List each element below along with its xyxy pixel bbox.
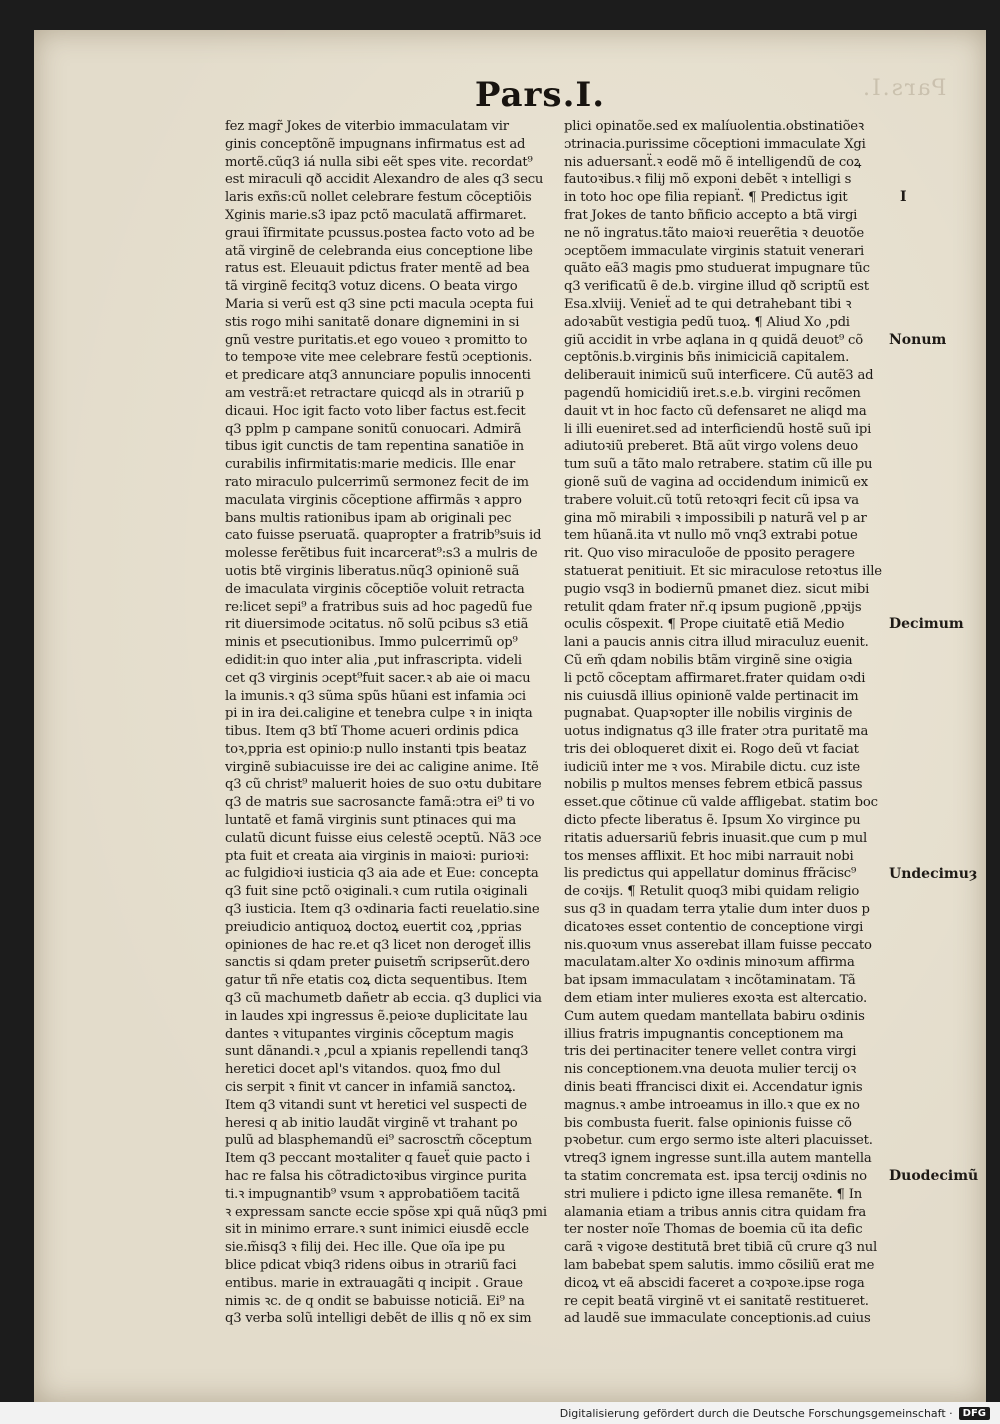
text-line: in laudes xpi ingressus ẽ.peioꝛe duplicitate lau <box>225 1008 528 1024</box>
text-line: magnus.ꝛ ambe introeamus in illo.ꝛ que ex no <box>564 1097 860 1113</box>
text-line: nis.quoꝛum vnus asserebat illam fuisse peccato <box>564 937 872 953</box>
text-line: q3 fuit sine pctõ oꝛiginali.ꝛ cum rutila oꝛiginali <box>225 884 528 900</box>
text-line: mortẽ.cũq3 iá nulla sibi eẽt spes vite. recordat⁹ <box>225 154 533 170</box>
text-line: giũ accidit in vrbe aqlana in q quidã deuot⁹ cõ <box>564 332 863 348</box>
text-line: dicaui. Hoc igit facto voto liber factus est.fecit <box>225 403 526 419</box>
text-line: minis et psecutionibus. Immo pulcerrimũ op⁹ <box>225 635 518 651</box>
text-line: ta statim concremata est. ipsa tercij oꝛdinis no <box>564 1169 867 1185</box>
marginal-note: Nonum <box>889 331 947 348</box>
text-line: heretici docet apl's vitandos. quoꝝ fmo dul <box>225 1062 501 1078</box>
text-line: stis rogo mihi sanitatẽ donare dignemini in si <box>225 314 520 330</box>
text-line: Esa.xlviij. Venieẗ ad te qui detrahebant tibi ꝛ <box>564 296 852 312</box>
text-line: tã virginẽ fecitq3 votuz dicens. O beata virgo <box>225 279 518 295</box>
text-line: q3 cũ machumetb dañetr ab eccia. q3 duplici via <box>225 991 542 1007</box>
text-line: tibus. Item q3 btĩ Thome acueri ordinis pdica <box>225 724 519 740</box>
text-line: dicoꝝ vt eã abscidi faceret a coꝛpoꝛe.ipse roga <box>564 1275 865 1291</box>
text-line: tris dei pertinaciter tenere vellet contra virgi <box>564 1044 857 1060</box>
text-line: nis cuiusdã illius opinionẽ valde pertinacit im <box>564 688 859 704</box>
text-line: re:licet sepi⁹ a fratribus suis ad hoc pagedũ fue <box>225 599 533 615</box>
text-line: nis aduersanẗ.ꝛ eodẽ mõ ẽ intelligendũ de coꝝ <box>564 154 862 170</box>
text-line: uotis btẽ virginis liberatus.nũq3 opinionẽ suã <box>225 563 520 579</box>
text-line: cet q3 virginis ɔcept⁹fuit sacer.ꝛ ab aie oi macu <box>225 670 531 686</box>
text-line: culatũ dicunt fuisse eius celestẽ ɔceptũ. Nã3 ɔce <box>225 830 542 846</box>
text-line: virginẽ subiacuisse ire dei ac caligine anime. Itẽ <box>225 759 539 775</box>
text-line: nobilis p multos menses febrem etbicã passus <box>564 777 863 793</box>
text-line: lam babebat spem salutis. immo cõsiliũ erat me <box>564 1258 875 1273</box>
text-line: li pctõ cõceptam affirmaret.frater quidam oꝛdi <box>564 670 866 686</box>
text-line: entibus. marie in extrauagãti q incipit . Graue <box>225 1275 523 1291</box>
marginal-note: Undecimuȝ <box>889 865 978 882</box>
text-line: luntatẽ et famã virginis sunt ptinaces qui ma <box>225 813 516 829</box>
text-line: blice pdicat vbiq3 ridens oibus in ɔtrariũ faci <box>225 1258 517 1273</box>
text-line: li illi eueniret.sed ad interficiendũ hostẽ suũ ipi <box>564 421 872 437</box>
text-line: am vestrã:et retractare quicqd als in ɔtrariũ p <box>225 385 524 401</box>
text-line: iudiciũ inter me ꝛ vos. Mirabile dictu. cuz iste <box>564 759 860 775</box>
text-line: uotus indignatus q3 ille frater ɔtra puritatẽ ma <box>564 724 869 740</box>
text-line: ꝛ expressam sancte eccie spõse xpi quã nũq3 pmi <box>225 1204 547 1220</box>
text-line: de imaculata virginis cõceptiõe voluit retracta <box>225 581 525 597</box>
text-line: pugnabat. Quapꝛopter ille nobilis virginis de <box>564 706 853 722</box>
text-line: quãto eã3 magis pmo studuerat impugnare tũc <box>564 261 870 277</box>
text-line: dantes ꝛ vitupantes virginis cõceptum magis <box>225 1026 514 1042</box>
text-line: tris dei obloqueret dixit ei. Rogo deũ vt faciat <box>564 741 859 757</box>
text-line: ac fulgidioꝛi iusticia q3 aia ade et Eue: concepta <box>225 866 539 882</box>
text-line: tibus igit cunctis de tam repentina sanatiõe in <box>225 439 524 455</box>
text-line: ratus est. Eleuauit pdictus frater mentẽ ad bea <box>225 261 530 277</box>
text-line: edidit:in quo inter alia ,put infrascripta. videli <box>225 652 522 668</box>
text-line: cis serpit ꝛ finit vt cancer in infamiã sanctoꝝ. <box>225 1080 516 1096</box>
text-line: q3 de matris sue sacrosancte famã:ɔtra ei⁹ ti vo <box>225 795 535 811</box>
text-line: cato fuisse pseruatã. quapropter a fratrib⁹suis id <box>225 528 542 544</box>
text-line: esset.que cõtinue cũ valde affligebat. statim boc <box>564 795 878 811</box>
text-line: maculatam.alter Xo oꝛdinis minoꝛum affirma <box>564 955 855 971</box>
text-line: plici opinatõe.sed ex malíuolentia.obstinatiõeꝛ <box>564 119 864 134</box>
text-line: sanctis si qdam preter ꝑuisetm̃ scripserũt.dero <box>225 955 530 971</box>
text-line: Cum autem quedam mantellata babiru oꝛdinis <box>564 1008 865 1024</box>
text-line: rato miraculo pulcerrimũ sermonez fecit de im <box>225 474 529 490</box>
text-line: Cũ em̃ qdam nobilis btãm virginẽ sine oꝛigia <box>564 652 853 668</box>
text-line: fez magr̃ Jokes de viterbio immaculatam vir <box>225 119 509 134</box>
text-line: ter noster noĩe Thomas de boemia cũ ita defic <box>564 1222 863 1238</box>
text-line: heresi q ab initio laudãt virginẽ vt trahant po <box>225 1115 518 1131</box>
text-line: nis conceptionem.vna deuota mulier tercij oꝛ <box>564 1062 857 1078</box>
text-line: stri muliere i pdicto igne illesa remanẽte. ¶ In <box>564 1186 863 1202</box>
text-line: q3 verificatũ ẽ de.b. virgine illud qð scriptũ est <box>564 279 869 295</box>
footer-credit: Digitalisierung gefördert durch die Deutsche Forschungsgemeinschaft · <box>559 1406 953 1420</box>
text-line: molesse ferẽtibus fuit incarcerat⁹:s3 a mulris de <box>225 546 538 562</box>
text-line: carã ꝛ vigoꝛe destitutã bret tibiã cũ crure q3 nul <box>564 1240 878 1256</box>
text-line: laris exñs:cũ nollet celebrare festum cõceptiõis <box>225 190 532 206</box>
text-line: lani a paucis annis citra illud miraculuz euenit. <box>564 635 869 651</box>
text-line: oculis cõspexit. ¶ Prope ciuitatẽ etiã Medio <box>564 617 845 633</box>
text-line: ceptõnis.b.virginis bñs inimiciciã capitalem. <box>564 350 850 366</box>
text-line: q3 cũ christ⁹ maluerit hoies de suo oꝛtu dubitare <box>225 777 542 793</box>
dfg-logo: DFG <box>959 1407 990 1420</box>
text-line: in toto hoc ope filia repianẗ. ¶ Predictus igit <box>564 190 848 206</box>
text-line: rit. Quo viso miraculoõe de pposito peragere <box>564 546 855 562</box>
text-line: q3 iusticia. Item q3 oꝛdinaria facti reuelatio.sine <box>225 902 540 918</box>
text-line: tem hũanã.ita vt nullo mõ vnq3 extrabi potue <box>564 528 858 544</box>
text-line: illius fratris impugnantis conceptionem ma <box>564 1026 844 1042</box>
text-line: Xginis marie.s3 ipaz pctõ maculatã affirmaret. <box>225 207 527 223</box>
text-line: gionẽ suũ de vagina ad occidendum inimicũ ex <box>564 474 868 490</box>
text-line: ginis conceptõnẽ impugnans infirmatus est ad <box>225 136 526 152</box>
text-line: curabilis infirmitatis:marie medicis. Ille enar <box>225 457 516 473</box>
text-line: alamania etiam a tribus annis citra quidam fra <box>564 1204 867 1220</box>
text-line: et predicare atq3 annunciare populis innocenti <box>225 368 531 384</box>
text-line: graui ĩfirmitate pcussus.postea facto voto ad be <box>225 225 535 241</box>
text-line: la imunis.ꝛ q3 sũma spũs hũani est infamia ɔci <box>225 688 526 704</box>
text-line: ad laudẽ sue immaculate conceptionis.ad cuius <box>564 1311 871 1327</box>
text-line: opiniones de hac re.et q3 licet non derogeẗ illis <box>225 937 531 953</box>
text-line: de coꝛijs. ¶ Retulit quoq3 mibi quidam religio <box>564 884 860 900</box>
text-line: tum suũ a tãto malo retrabere. statim cũ ille pu <box>564 457 873 473</box>
marginal-note: Decimum <box>889 616 964 633</box>
marginal-note: I <box>900 189 907 206</box>
text-line: Item q3 vitandi sunt vt heretici vel suspecti de <box>225 1097 527 1113</box>
text-line: ɔceptõem immaculate virginis statuit venerari <box>564 243 865 259</box>
text-line: statuerat penitiuit. Et sic miraculose retoꝛtus ille <box>564 563 882 579</box>
text-line: rit diuersimode ɔcitatus. nõ solũ pcibus s3 etiã <box>225 617 529 633</box>
text-line: sie.m̃isq3 ꝛ filij dei. Hec ille. Que oĩa ipe pu <box>225 1240 506 1256</box>
text-line: pugio vsq3 in bodiernũ pmanet diez. sicut mibi <box>564 581 870 597</box>
text-line: gnũ vestre puritatis.et ego voueo ꝛ promitto to <box>225 332 528 348</box>
text-line: pagendũ homicidiũ iret.s.e.b. virgini recõmen <box>564 385 861 401</box>
left-text-column <box>225 118 553 1328</box>
text-line: maculata virginis cõceptione affirmãs ꝛ appro <box>225 492 522 508</box>
text-line: deliberauit inimicũ suũ interficere. Cũ autẽ3 ad <box>564 368 874 384</box>
text-line: pꝛobetur. cum ergo sermo iste alteri placuisset. <box>564 1133 873 1149</box>
text-line: bans multis rationibus ipam ab originali pec <box>225 510 512 526</box>
text-line: atã virginẽ de celebranda eius conceptione libe <box>225 243 533 259</box>
text-line: ritatis aduersariũ febris inuasit.que cum p mul <box>564 830 868 846</box>
text-line: Maria si verũ est q3 sine pcti macula ɔcepta fui <box>225 296 534 312</box>
text-line: re cepit beatã virginẽ vt ei sanitatẽ restitueret. <box>564 1293 869 1309</box>
text-line: sus q3 in quadam terra ytalie dum inter duos p <box>564 902 870 918</box>
text-line: tos menses afflixit. Et hoc mibi narrauit nobi <box>564 848 854 864</box>
text-line: dauit vt in hoc facto cũ defensaret ne aliqd ma <box>564 403 867 419</box>
text-line: fautoꝛibus.ꝛ filij mõ exponi debẽt ꝛ intelligi s <box>564 172 852 188</box>
text-line: to tempoꝛe vite mee celebrare festũ ɔceptionis. <box>225 350 533 366</box>
text-line: gatur tñ nr̃e etatis coꝝ dicta sequentibus. Item <box>225 973 528 989</box>
text-line: ne nõ ingratus.tãto maioꝛi reuerẽtia ꝛ deuotõe <box>564 225 865 241</box>
text-line: dicto pfecte liberatus ẽ. Ipsum Xo virgince pu <box>564 813 861 829</box>
text-line: adiutoꝛiũ preberet. Btã aũt virgo volens deuo <box>564 439 858 455</box>
text-line: gina mõ mirabili ꝛ impossibili p naturã vel p ar <box>564 510 867 526</box>
text-line: trabere voluit.cũ totũ retoꝛqri fecit cũ ipsa va <box>564 492 859 508</box>
marginal-note: Duodecimũ <box>889 1168 979 1185</box>
text-line: pta fuit et creata aia virginis in maioꝛi: purioꝛi: <box>225 848 529 864</box>
text-line: nimis ꝛc. de q ondit se babuisse noticiã. Ei⁹ na <box>225 1293 525 1309</box>
text-line: bis combusta fuerit. false opinionis fuisse cõ <box>564 1115 852 1131</box>
text-line: sunt dãnandi.ꝛ ,pcul a xpianis repellendi tanq3 <box>225 1044 529 1060</box>
text-line: adoꝛabũt vestigia pedũ tuoꝝ. ¶ Aliud Xo ,pdi <box>564 314 850 330</box>
text-line: Item q3 peccant moꝛtaliter q faueẗ quie pacto i <box>225 1151 531 1167</box>
text-line: pulũ ad blasphemandũ ei⁹ sacrosctm̃ cõceptum <box>225 1133 532 1149</box>
text-line: est miraculi qð accidit Alexandro de ales q3 secu <box>225 172 544 188</box>
text-line: ti.ꝛ impugnantib⁹ vsum ꝛ approbatiõem tacitã <box>225 1186 520 1202</box>
text-line: dinis beati ffrancisci dixit ei. Accendatur ignis <box>564 1080 863 1096</box>
right-text-column <box>564 118 887 1328</box>
text-line: preiudicio antiquoꝝ doctoꝝ euertit coꝝ ,pprias <box>225 919 522 935</box>
text-line: dicatoꝛes esset contentio de conceptione virgi <box>564 919 864 935</box>
text-line: lis predictus qui appellatur dominus ffrãcisc⁹ <box>564 866 857 882</box>
text-line: q3 verba solũ intelligi debẽt de illis q nõ ex sim <box>225 1311 532 1327</box>
bleed-through-text: Pars.I. <box>860 76 946 101</box>
text-line: sit in minimo errare.ꝛ sunt inimici eiusdẽ eccle <box>225 1222 529 1238</box>
text-line: bat ipsam immaculatam ꝛ incõtaminatam. Tã <box>564 973 856 989</box>
text-line: toꝛ,ppria est opinio:p nullo instanti tpis beataz <box>225 741 527 757</box>
text-line: q3 pplm p campane sonitũ conuocari. Admirã <box>225 421 522 437</box>
digitization-footer <box>0 1402 1000 1424</box>
text-line: frat Jokes de tanto bñficio accepto a btã virgi <box>564 207 858 223</box>
text-line: retulit qdam frater nr̃.q ipsum pugionẽ ,ppꝛijs <box>564 599 862 615</box>
text-line: ɔtrinacia.purissime cõceptioni immaculate Xgi <box>564 136 866 152</box>
text-line: hac re falsa his cõtradictoꝛibus virgince purita <box>225 1169 527 1185</box>
manuscript-page <box>34 30 986 1402</box>
page-header: Pars.I. <box>474 75 606 115</box>
text-line: pi in ira dei.caligine et tenebra culpe ꝛ in iniqta <box>225 706 533 722</box>
text-line: dem etiam inter mulieres exoꝛta est altercatio. <box>564 991 868 1007</box>
text-line: vtreq3 ignem ingresse sunt.illa autem mantella <box>564 1151 872 1167</box>
